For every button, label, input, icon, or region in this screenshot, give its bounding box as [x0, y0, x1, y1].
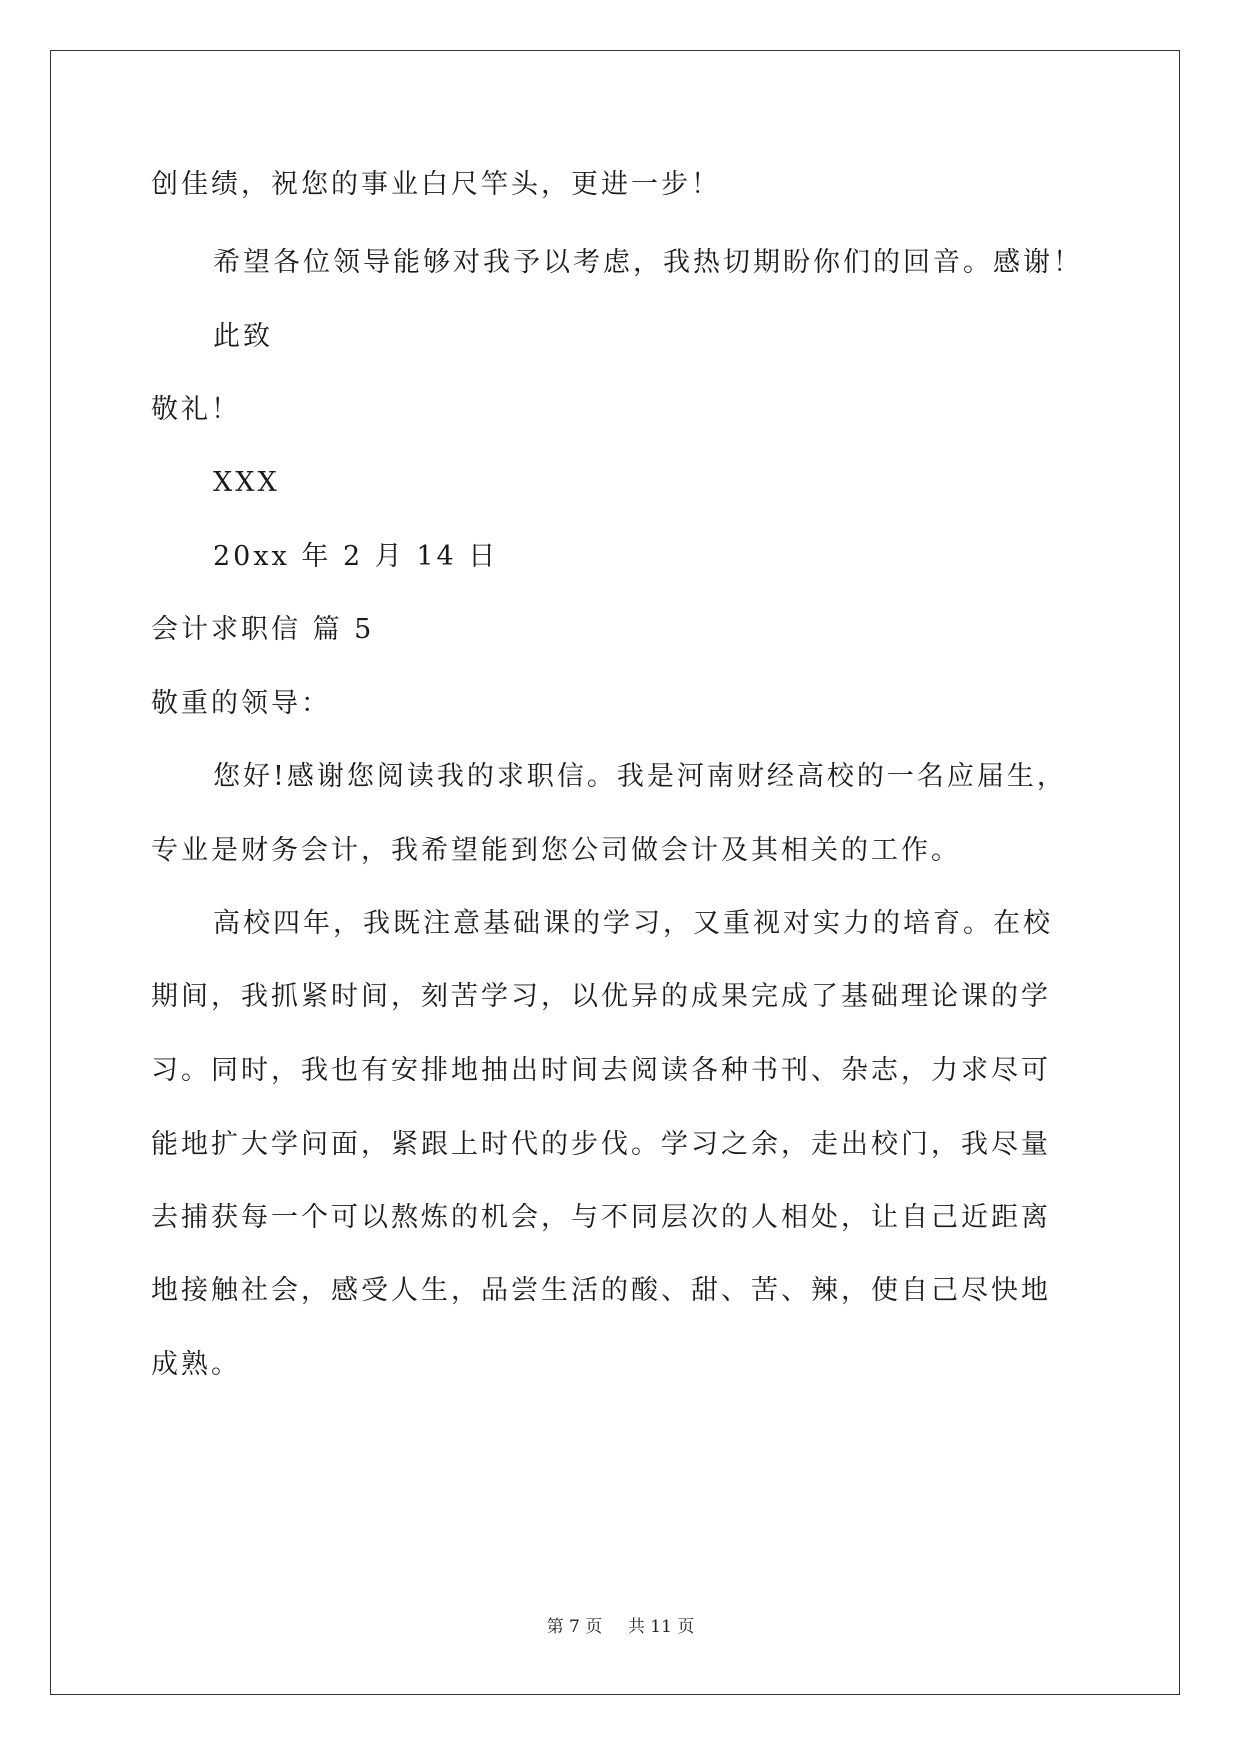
text-line: 地接触社会，感受人生，品尝生活的酸、甜、苦、辣，使自己尽快地 [151, 1275, 1051, 1306]
text-line: 成熟。 [151, 1349, 241, 1380]
text-line: 敬礼！ [151, 394, 241, 425]
section-heading: 会计求职信 篇 5 [151, 614, 375, 645]
page-border [50, 50, 1180, 1695]
text-line: 您好!感谢您阅读我的求职信。我是河南财经高校的一名应届生， [213, 761, 1067, 792]
text-line: 此致 [213, 321, 273, 352]
page-footer [0, 1612, 1241, 1637]
text-line: 创佳绩，祝您的事业白尺竿头，更进一步！ [151, 169, 721, 200]
total-pages: 共 11 页 [627, 1617, 695, 1637]
text-line: XXX [213, 467, 280, 498]
text-line: 习。同时，我也有安排地抽出时间去阅读各种书刊、杂志，力求尽可 [151, 1055, 1051, 1086]
page-number: 第 7 页 [546, 1617, 603, 1637]
text-line: 20xx 年 2 月 14 日 [213, 541, 499, 572]
text-line: 能地扩大学问面，紧跟上时代的步伐。学习之余，走出校门，我尽量 [151, 1129, 1051, 1160]
text-line: 希望各位领导能够对我予以考虑，我热切期盼你们的回音。感谢！ [213, 247, 1083, 278]
salutation: 敬重的领导： [151, 688, 331, 719]
text-line: 期间，我抓紧时间，刻苦学习，以优异的成果完成了基础理论课的学 [151, 981, 1051, 1012]
text-line: 去捕获每一个可以熬炼的机会，与不同层次的人相处，让自己近距离 [151, 1202, 1051, 1233]
text-line: 高校四年，我既注意基础课的学习，又重视对实力的培育。在校 [213, 908, 1053, 939]
text-line: 专业是财务会计，我希望能到您公司做会计及其相关的工作。 [151, 835, 961, 866]
